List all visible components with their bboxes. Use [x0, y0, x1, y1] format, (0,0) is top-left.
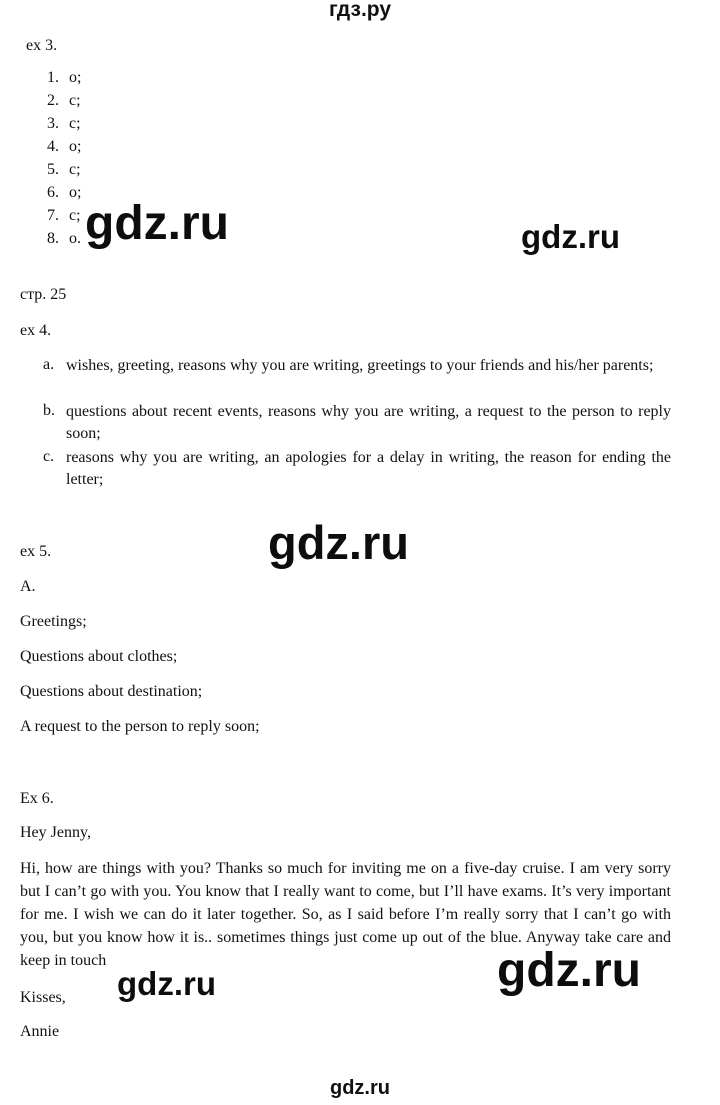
item-answer: c;: [69, 115, 81, 132]
item-number: 1.: [47, 69, 59, 86]
item-answer: o;: [69, 184, 82, 201]
footer-site-link[interactable]: gdz.ru: [330, 1077, 390, 1099]
item-marker: a.: [43, 356, 55, 373]
ex5-part-label: A.: [20, 578, 36, 595]
watermark-logo: gdz.ru: [497, 944, 641, 997]
site-header-title[interactable]: гдз.ру: [328, 0, 392, 21]
watermark-logo: gdz.ru: [268, 516, 409, 569]
item-text: reasons why you are writing, an apologies for a delay in writing, the reason for ending the letter;: [66, 449, 671, 488]
list-item: [0, 114, 200, 134]
watermark-logo: gdz.ru: [117, 965, 216, 1002]
item-answer: c;: [69, 92, 81, 109]
item-marker: b.: [43, 402, 55, 419]
list-item: [0, 91, 200, 111]
ex5-line: A request to the person to reply soon;: [20, 718, 260, 735]
item-number: 2.: [47, 92, 59, 109]
ex6-title: Ex 6.: [20, 790, 54, 807]
ex5-title: ex 5.: [20, 543, 52, 560]
item-answer: o;: [69, 138, 82, 155]
item-number: 6.: [47, 184, 59, 201]
list-item: [0, 355, 720, 397]
list-item: [0, 160, 200, 180]
ex5-line: Greetings;: [20, 613, 87, 630]
ex5-line: Questions about destination;: [20, 683, 203, 700]
list-item: [0, 137, 200, 157]
watermark-logo: gdz.ru: [521, 218, 620, 255]
ex4-title: ex 4.: [20, 322, 52, 339]
item-answer: c;: [69, 207, 81, 224]
list-item: [0, 401, 720, 443]
item-number: 3.: [47, 115, 59, 132]
item-text: wishes, greeting, reasons why you are writing, greetings to your friends and his/her parents;: [66, 357, 654, 374]
item-text: questions about recent events, reasons why you are writing, a request to the person to reply soon;: [66, 403, 671, 442]
letter-body: Hi, how are things with you? Thanks so much for inviting me on a five-day cruise. I am very sorry but I can’t go with you. You know that I really want to come, but I’ll have exams. It’s very important for me. I wish we can do it later together. So, as I said before I’m really sorry that I can’t go with you, but you know how it is.. sometimes things just come up out of the blue. Anyway take care and keep in touch: [20, 860, 671, 969]
item-number: 8.: [47, 230, 59, 247]
item-number: 5.: [47, 161, 59, 178]
ex5-line: Questions about clothes;: [20, 648, 178, 665]
item-marker: c.: [43, 448, 55, 465]
list-item: [0, 68, 200, 88]
ex3-title: ex 3.: [26, 37, 58, 54]
page-reference: стр. 25: [20, 286, 67, 303]
letter-signature: Annie: [20, 1023, 60, 1040]
letter-salutation: Hey Jenny,: [20, 824, 91, 841]
item-answer: o.: [69, 230, 81, 247]
watermark-logo: gdz.ru: [85, 197, 229, 250]
letter-closing: Kisses,: [20, 989, 66, 1006]
item-number: 4.: [47, 138, 59, 155]
item-answer: o;: [69, 69, 82, 86]
item-answer: c;: [69, 161, 81, 178]
item-number: 7.: [47, 207, 59, 224]
list-item: [0, 447, 720, 489]
